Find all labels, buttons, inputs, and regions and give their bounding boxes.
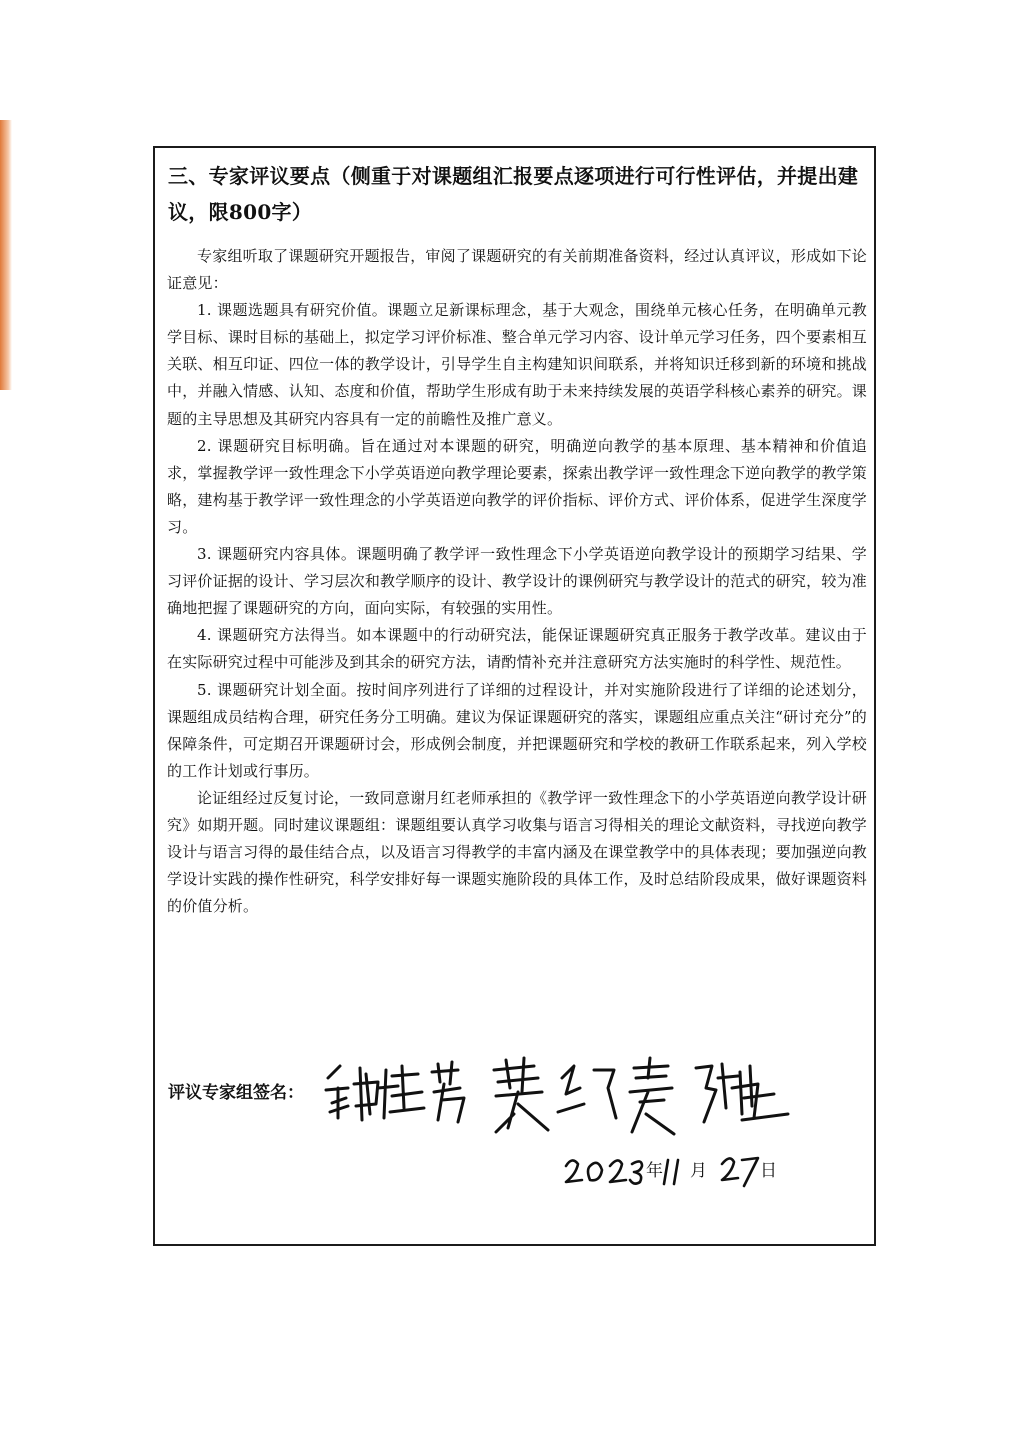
point-1-paragraph: 1. 课题选题具有研究价值。课题立足新课标理念，基于大观念，围绕单元核心任务，在明确单元教学目标、课时目标的基础上，拟定学习评价标准、整合单元学习内容、设计单元学习任务，四个要素相互关联、相互印证、四位一体的教学设计，引导学生自主构建知识间联系，并将知识迁移到新的环境和挑战中，并融入情感、认知、态度和价值，帮助学生形成有助于未来持续发展的英语学科核心素养的研究。课题的主导思想及其研究内容具有一定的前瞻性及推广意义。 [167, 301, 867, 428]
date-year-char: 年 [646, 1161, 663, 1181]
date-day-digits [722, 1158, 758, 1186]
signature-2 [494, 1058, 674, 1134]
date-row [560, 1144, 820, 1194]
review-body [167, 243, 867, 920]
handwritten-signatures [318, 1048, 798, 1138]
point-5-paragraph: 5. 课题研究计划全面。按时间序列进行了详细的过程设计，并对实施阶段进行了详细的论述划分，课题组成员结构合理，研究任务分工明确。建议为保证课题研究的落实，课题组应重点关注“研讨充分”的保障条件，可定期召开课题研讨会，形成例会制度，并把课题研究和学校的教研工作联系起来，列入学校的工作计划或行事历。 [167, 680, 867, 780]
scan-edge-artifact [0, 120, 12, 390]
signature-1 [326, 1062, 464, 1122]
conclusion-paragraph: 论证组经过反复讨论，一致同意谢月红老师承担的《教学评一致性理念下的小学英语逆向教学设计研究》如期开题。同时建议课题组：课题组要认真学习收集与语言习得相关的理论文献资料，寻找逆向教学设计与语言习得的最佳结合点，以及语言习得教学的丰富内涵及在课堂教学中的具体表现；要加强逆向教学设计实践的操作性研究，科学安排好每一课题实施阶段的具体工作，及时总结阶段成果，做好课题资料的价值分析。 [167, 788, 867, 916]
signature-row [168, 1060, 868, 1140]
date-year-digits [566, 1160, 642, 1183]
intro-paragraph: 专家组听取了课题研究开题报告，审阅了课题研究的有关前期准备资料，经过认真评议，形成如下论证意见： [167, 247, 867, 293]
section-heading [168, 158, 868, 230]
point-3-paragraph: 3. 课题研究内容具体。课题明确了教学评一致性理念下小学英语逆向教学设计的预期学习结果、学习评价证据的设计、学习层次和教学顺序的设计、教学设计的课例研究与教学设计的范式的研究，较为准确地把握了课题研究的方向，面向实际，有较强的实用性。 [167, 545, 867, 618]
signature-3 [696, 1064, 788, 1122]
section-note: （侧重于对课题组汇报要点逐项进行可行性评估，并提出建议，限800字） [168, 164, 859, 224]
point-2-paragraph: 2. 课题研究目标明确。旨在通过对本课题的研究，明确逆向教学的基本原理、基本精神和价值追求，掌握教学评一致性理念下小学英语逆向教学理论要素，探索出教学评一致性理念下逆向教学的教学策略，建构基于教学评一致性理念的小学英语逆向教学的评价指标、评价方式、评价体系，促进学生深度学习。 [167, 436, 867, 536]
point-4-paragraph: 4. 课题研究方法得当。如本课题中的行动研究法，能保证课题研究真正服务于教学改革。建议由于在实际研究过程中可能涉及到其余的研究方法，请酌情补充并注意研究方法实施时的科学性、规范性。 [167, 626, 867, 672]
date-month-char: 月 [690, 1161, 707, 1181]
date-day-char: 日 [760, 1161, 777, 1181]
date-month-digits [664, 1160, 678, 1184]
section-title: 三、专家评议要点 [168, 164, 331, 188]
signature-label: 评议专家组签名： [168, 1083, 304, 1103]
